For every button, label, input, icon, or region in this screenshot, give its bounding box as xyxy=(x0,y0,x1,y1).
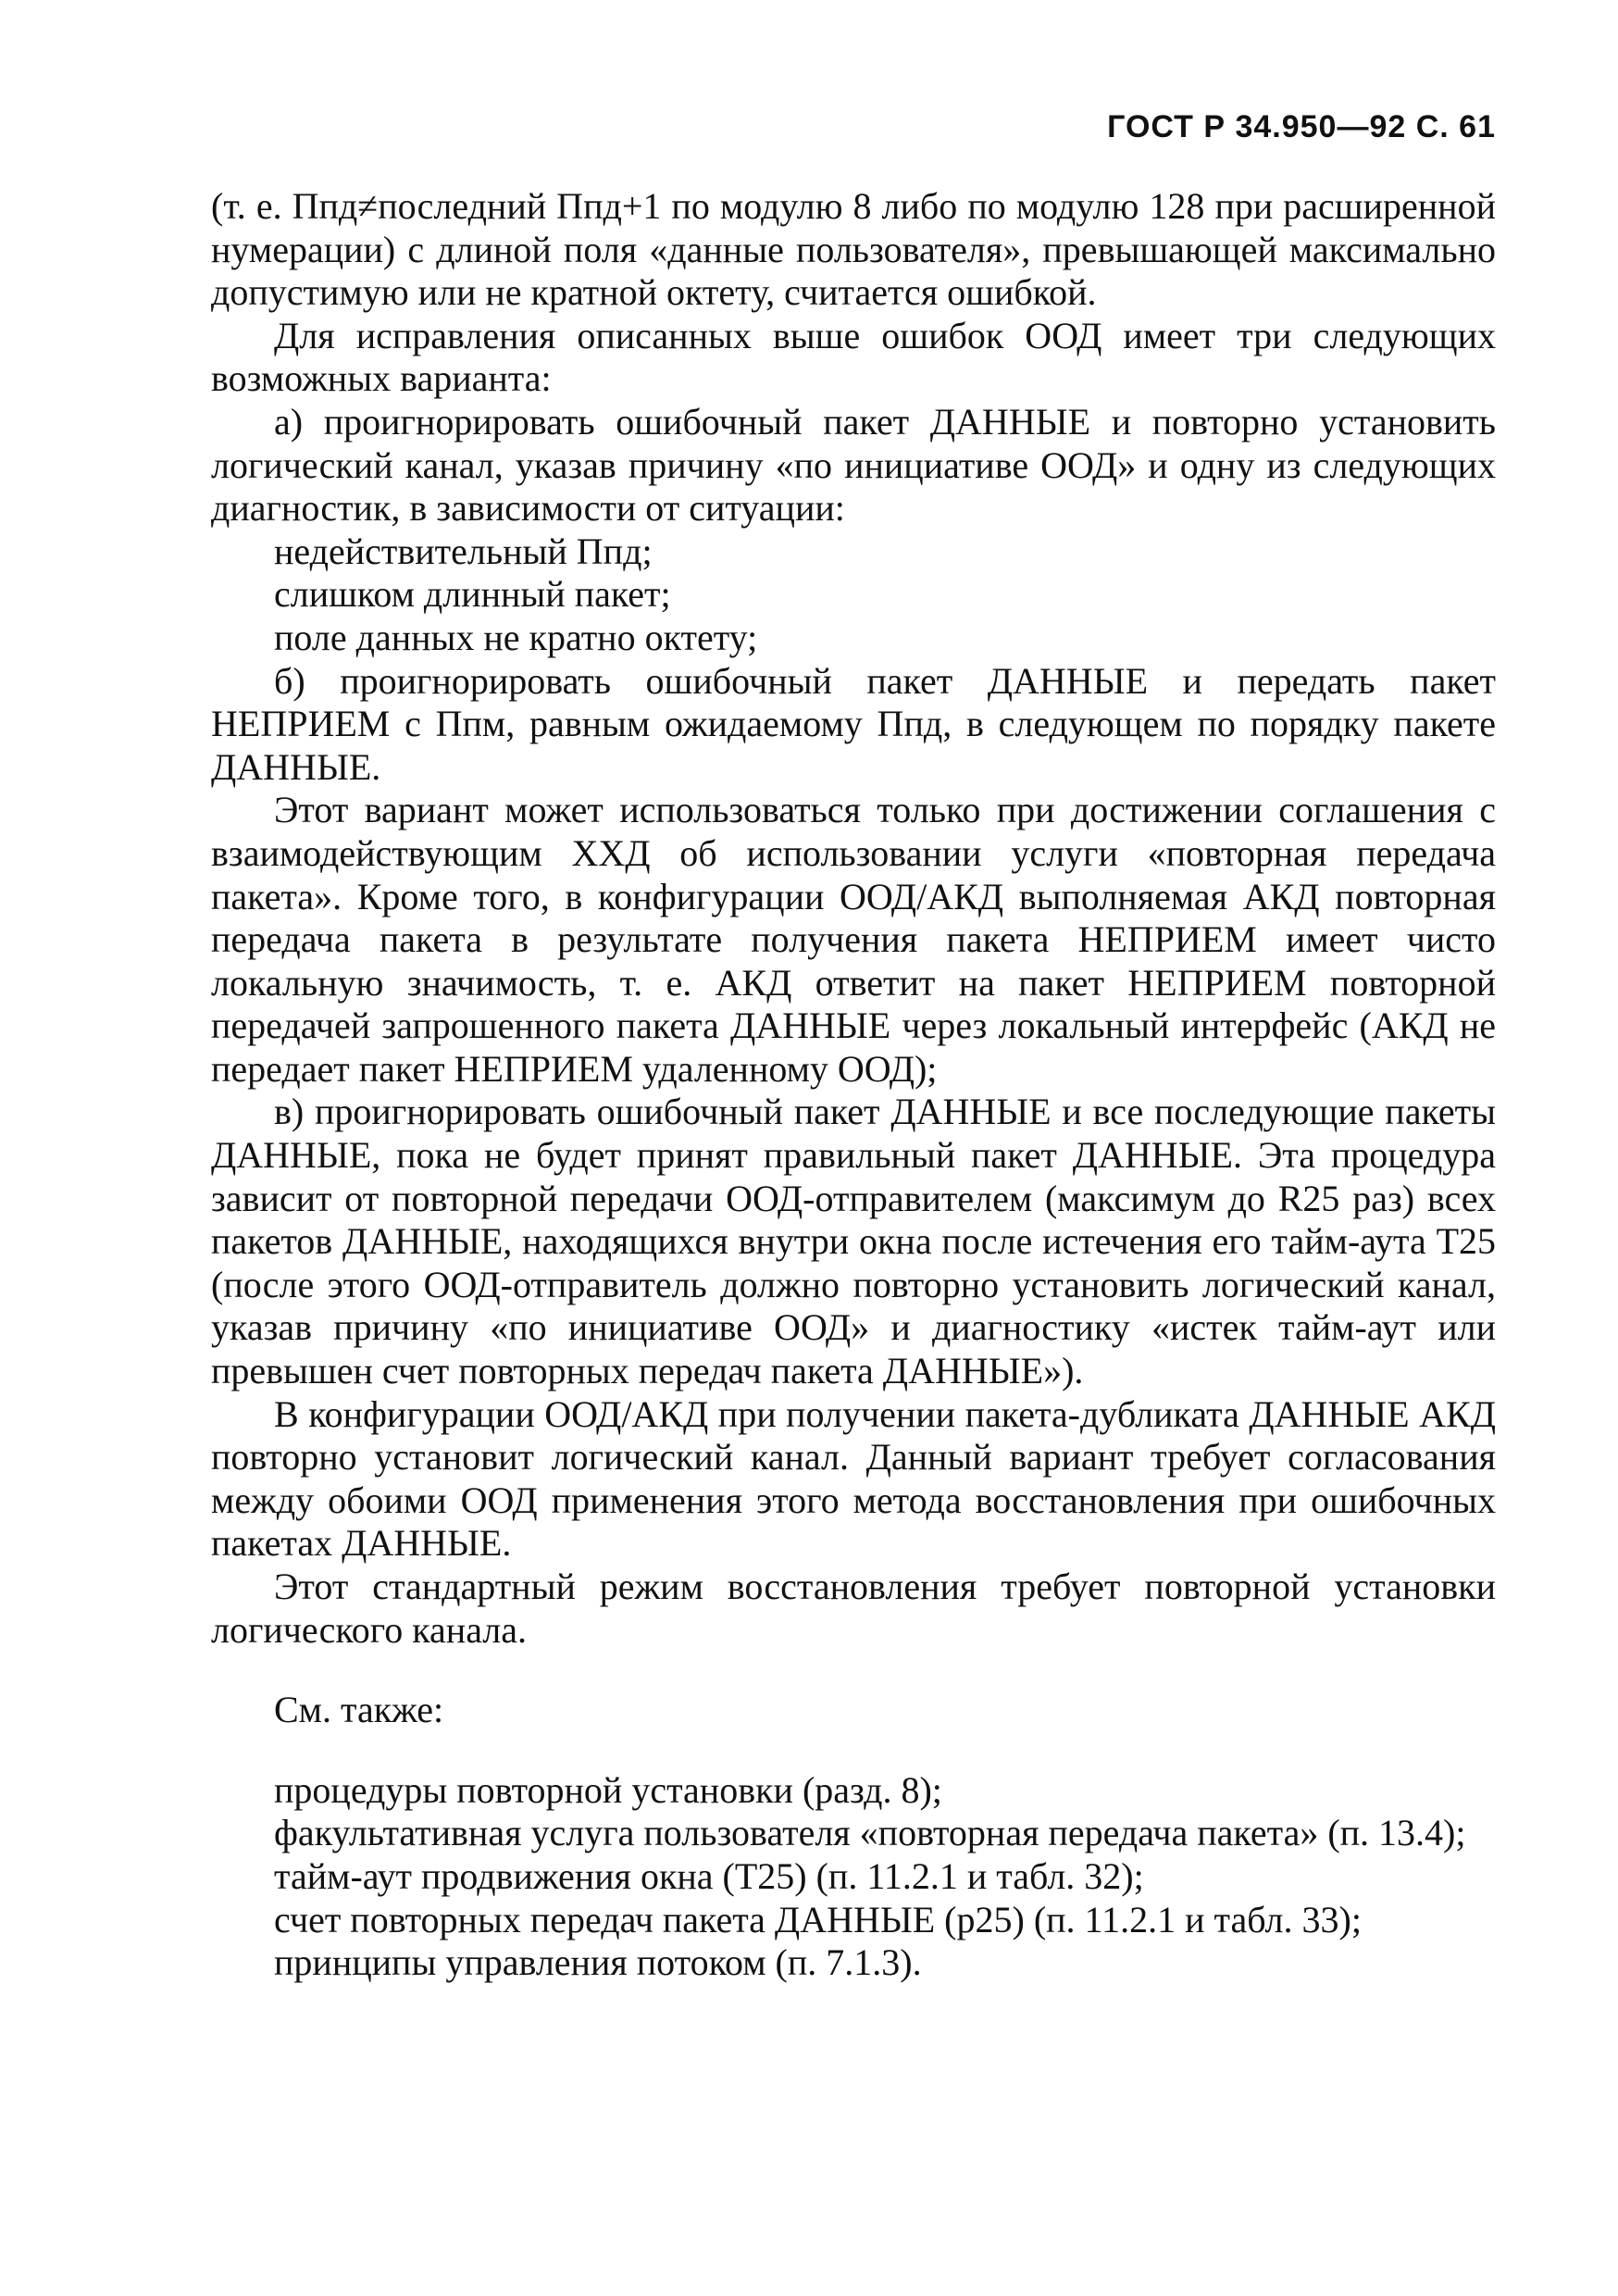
see-also-heading: См. также: xyxy=(274,1689,444,1731)
diagnostic-item: недействительный Ппд; xyxy=(274,530,653,572)
diagnostic-item: слишком длинный пакет; xyxy=(274,573,671,616)
paragraph-option-b: б) проигнорировать ошибочный пакет ДАННЫЕ и передать пакет НЕПРИЕМ с Ппм, равным ожидаемому Ппд, в следующем по порядку пакете ДАННЫЕ. xyxy=(211,659,1496,788)
diagnostic-item: поле данных не кратно октету; xyxy=(274,616,758,658)
paragraph-recovery-intro: Для исправления описанных выше ошибок ООД имеет три следующих возможных варианта: xyxy=(211,314,1496,400)
paragraph-option-b-details: Этот вариант может использоваться только при достижении соглашения с взаимодействующим ХХД об использовании услуги «повторная передача пакета». Кроме того, в конфигурации ООД/АКД выполняемая АКД повторная передача пакета в результате получения пакета НЕПРИЕМ имеет чисто локальную значимость, т. е. АКД ответит на пакет НЕПРИЕМ повторной передачей запрошенного пакета ДАННЫЕ через локальный интерфейс (АКД не передает пакет НЕПРИЕМ удаленному ООД); xyxy=(211,789,1496,1090)
paragraph-option-c: в) проигнорировать ошибочный пакет ДАННЫЕ и все последующие пакеты ДАННЫЕ, пока не будет принят правильный пакет ДАННЫЕ. Эта процедура зависит от повторной передачи ООД-отправителем (максимум до R25 раз) всех пакетов ДАННЫЕ, находящихся внутри окна после истечения его тайм-аута Т25 (после этого ООД-отправитель должно повторно установить логический канал, указав причину «по инициативе ООД» и диагностику «истек тайм-аут или превышен счет повторных передач пакета ДАННЫЕ»). xyxy=(211,1091,1496,1392)
paragraph-option-a: а) проигнорировать ошибочный пакет ДАННЫЕ и повторно установить логический канал, указав причину «по инициативе ООД» и одну из следующих диагностик, в зависимости от ситуации: xyxy=(211,400,1496,530)
see-also-item: принципы управления потоком (п. 7.1.3). xyxy=(274,1941,922,1984)
running-header: ГОСТ Р 34.950—92 С. 61 xyxy=(1107,109,1496,144)
paragraph-standard-mode: Этот стандартный режим восстановления требует повторной установки логического канала. xyxy=(211,1566,1496,1651)
document-body xyxy=(211,185,1496,1985)
paragraph-dte-dce-configuration: В конфигурации ООД/АКД при получении пакета-дубликата ДАННЫЕ АКД повторно установит логический канал. Данный вариант требует согласования между обоими ООД применения этого метода восстановления при ошибочных пакетах ДАННЫЕ. xyxy=(211,1392,1496,1565)
see-also-item: счет повторных передач пакета ДАННЫЕ (р25) (п. 11.2.1 и табл. 33); xyxy=(274,1898,1362,1940)
see-also-item: тайм-аут продвижения окна (Т25) (п. 11.2.1 и табл. 32); xyxy=(274,1854,1144,1897)
see-also-item: процедуры повторной установки (разд. 8); xyxy=(274,1768,942,1811)
paragraph-error-condition: (т. е. Ппд≠последний Ппд+1 по модулю 8 либо по модулю 128 при расширенной нумерации) с длиной поля «данные пользователя», превышающей максимально допустимую или не кратной октету, считается ошибкой. xyxy=(211,185,1496,314)
see-also-item: факультативная услуга пользователя «повторная передача пакета» (п. 13.4); xyxy=(274,1812,1466,1854)
